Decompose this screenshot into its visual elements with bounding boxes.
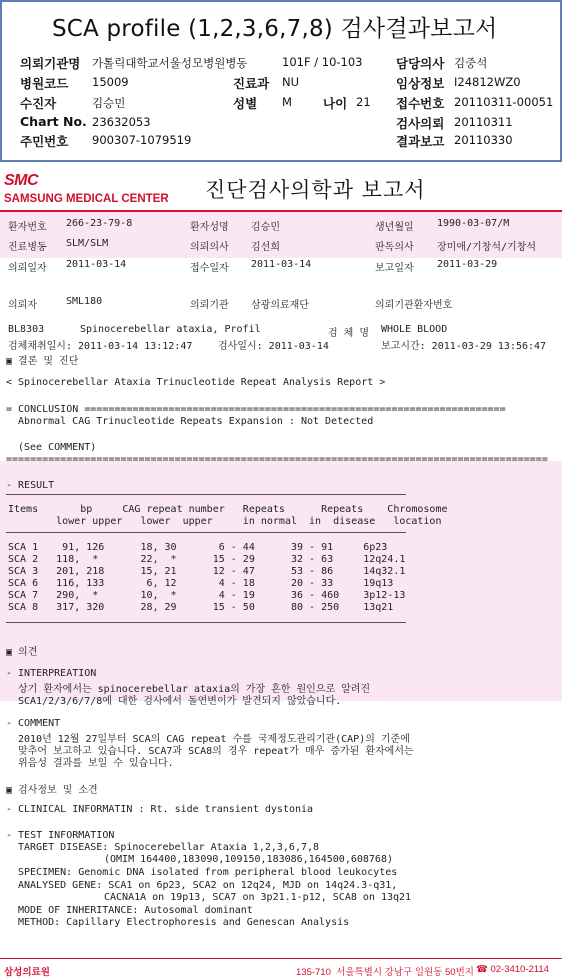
method: METHOD: Capillary Electrophoresis and Genescan Analysis xyxy=(18,917,350,928)
label-req-doctor: 의뢰의사 xyxy=(190,242,229,253)
test-date: 검사일시: 2011-03-14 xyxy=(218,341,329,352)
label-sex: 성별 xyxy=(233,96,258,111)
label-chart-no: Chart No. xyxy=(20,114,87,129)
interpretation-line-2: SCA1/2/3/6/7/8에 대한 검사에서 돌연변이가 발견되지 않았습니다. xyxy=(18,696,342,707)
label-report-date: 보고일자 xyxy=(375,263,414,274)
label-dob: 생년월일 xyxy=(375,222,414,233)
value-clinical-info: I24812WZ0 xyxy=(454,75,521,89)
value-age: 21 xyxy=(356,95,371,109)
table-row: SCA 6 116, 133 6, 12 4 - 18 20 - 33 19q13 xyxy=(8,578,394,589)
footer-brand: 삼성의료원 xyxy=(4,967,50,978)
value-sex: M xyxy=(282,95,292,109)
label-department: 진료과 xyxy=(233,76,270,91)
value-req-date: 2011-03-14 xyxy=(66,259,127,270)
inheritance-mode: MODE OF INHERITANCE: Autosomal dominant xyxy=(18,905,253,916)
label-clinical-info: 임상정보 xyxy=(396,76,445,91)
value-requesting-inst: 가톨릭대학교서울성모병원병동 xyxy=(92,56,248,70)
clinical-info: - CLINICAL INFORMATIN : Rt. side transient dystonia xyxy=(6,804,314,815)
value-patient-no: 266-23-79-8 xyxy=(66,218,133,229)
center-name: SAMSUNG MEDICAL CENTER xyxy=(4,193,169,205)
table-row: SCA 3 201, 218 15, 21 12 - 47 53 - 86 14q32.1 xyxy=(8,566,406,577)
label-requesting-inst: 의뢰기관명 xyxy=(20,56,81,71)
label-reading-doctor: 판독의사 xyxy=(375,242,414,253)
value-ward: SLM/SLM xyxy=(66,238,109,249)
footer-address: 135-710 서울특별시 강남구 일원동 50번지 xyxy=(296,967,474,978)
value-resident-no: 900307-1079519 xyxy=(92,133,192,147)
label-physician: 담당의사 xyxy=(396,56,445,71)
footer-phone: ☎ 02-3410-2114 xyxy=(476,964,549,975)
analysis-heading: < Spinocerebellar Ataxia Trinucleotide Repeat Analysis Report > xyxy=(6,377,386,388)
table-row: SCA 8 317, 320 28, 29 15 - 50 80 - 250 13q21 xyxy=(8,602,394,613)
value-specimen: WHOLE BLOOD xyxy=(381,324,448,335)
label-patient-name: 환자성명 xyxy=(190,222,229,233)
test-code: BL8303 xyxy=(8,324,45,335)
value-hospital-code: 15009 xyxy=(92,75,129,89)
footer-rule xyxy=(0,958,562,959)
value-physician: 김중석 xyxy=(454,56,488,70)
value-result-report: 20110330 xyxy=(454,133,513,147)
analysed-gene-1: ANALYSED GENE: SCA1 on 6p23, SCA2 on 12q24, MJD on 14q24.3-q31, xyxy=(18,880,398,891)
comment-line-3: 위음성 결과를 보일 수 있습니다. xyxy=(18,758,174,769)
value-req-inst: 삼광의료재단 xyxy=(251,300,309,311)
value-test-request: 20110311 xyxy=(454,115,513,129)
report-title: 진단검사의학과 보고서 xyxy=(205,178,426,202)
label-req-date: 의뢰일자 xyxy=(8,263,47,274)
label-test-request: 검사의뢰 xyxy=(396,116,445,131)
conclusion-heading: = CONCLUSION ====================================================================== xyxy=(6,404,506,415)
table-row: SCA 1 91, 126 18, 30 6 - 44 39 - 91 6p23 xyxy=(8,542,388,553)
value-req-doctor: 김선희 xyxy=(251,242,280,253)
table-bottom-rule xyxy=(6,622,406,623)
label-receipt-no: 접수번호 xyxy=(396,96,445,111)
value-patient-name: 김승민 xyxy=(251,222,280,233)
report-time: 보고시간: 2011-03-29 13:56:47 xyxy=(381,341,547,352)
conclusion-text: Abnormal CAG Trinucleotide Repeats Expansion : Not Detected xyxy=(18,416,374,427)
smc-logo: SMC xyxy=(4,172,39,189)
value-ward-room: 101F / 10-103 xyxy=(282,55,363,69)
label-inst-patient-no: 의뢰기관환자번호 xyxy=(375,300,453,311)
value-recv-date: 2011-03-14 xyxy=(251,259,312,270)
test-info-heading: - TEST INFORMATION xyxy=(6,830,115,841)
value-chart-no: 23632053 xyxy=(92,115,151,129)
label-result-report: 결과보고 xyxy=(396,134,445,149)
value-department: NU xyxy=(282,75,300,89)
collect-time: 검체채취일시: 2011-03-14 13:12:47 xyxy=(8,341,193,352)
value-dob: 1990-03-07/M xyxy=(437,218,510,229)
comment-line-2: 맞추어 보고하고 있습니다. SCA7과 SCA8의 경우 repeat가 매우 증가된 환자에서는 xyxy=(18,746,414,757)
label-requester: 의뢰자 xyxy=(8,300,37,311)
label-patient-no: 환자번호 xyxy=(8,222,47,233)
value-patient: 김승민 xyxy=(92,96,126,110)
table-header-1: Items bp CAG repeat number Repeats Repeats Chromosome xyxy=(8,504,448,515)
label-req-inst: 의뢰기관 xyxy=(190,300,229,311)
target-disease: TARGET DISEASE: Spinocerebellar Ataxia 1,2,3,6,7,8 xyxy=(18,842,320,853)
table-row: SCA 7 290, * 10, * 4 - 19 36 - 460 3p12-13 xyxy=(8,590,406,601)
interpretation-line-1: 상기 환자에서는 spinocerebellar ataxia의 가장 흔한 원인으로 알려진 xyxy=(18,684,371,695)
label-patient: 수진자 xyxy=(20,96,57,111)
value-report-date: 2011-03-29 xyxy=(437,259,498,270)
title-divider xyxy=(0,210,562,212)
section-opinion: ▣ 의견 xyxy=(6,647,38,658)
label-specimen: 검 체 명 xyxy=(328,328,370,339)
value-reading-doctor: 장미애/기창석/기창석 xyxy=(437,242,536,253)
table-row: SCA 2 118, * 22, * 15 - 29 32 - 63 12q24.1 xyxy=(8,554,406,565)
label-age: 나이 xyxy=(323,96,348,111)
table-top-rule xyxy=(6,494,406,495)
specimen-info: SPECIMEN: Genomic DNA isolated from peripheral blood leukocytes xyxy=(18,867,398,878)
test-name: Spinocerebellar ataxia, Profil xyxy=(80,324,261,335)
label-resident-no: 주민번호 xyxy=(20,134,69,149)
value-receipt-no: 20110311-00051 xyxy=(454,95,554,109)
comment-line-1: 2010년 12월 27일부터 SCA의 CAG repeat 수를 국제정도관리기관(CAP)의 기준에 xyxy=(18,734,410,745)
label-hospital-code: 병원코드 xyxy=(20,76,69,91)
interpretation-heading: - INTERPREATION xyxy=(6,668,97,679)
result-heading: - RESULT xyxy=(6,480,55,491)
analysed-gene-2: CACNA1A on 19p13, SCA7 on 3p21.1-p12, SCA8 on 13q21 xyxy=(104,892,412,903)
see-comment: (See COMMENT) xyxy=(18,442,97,453)
value-requester: SML180 xyxy=(66,296,103,307)
section-test-info: ▣ 검사정보 및 소견 xyxy=(6,785,98,796)
table-header-rule xyxy=(6,532,406,533)
section-conclusion: ▣ 결론 및 진단 xyxy=(6,356,79,367)
omim-list: (OMIM 164400,183090,109150,183086,164500,608768) xyxy=(104,854,393,865)
page-title: SCA profile (1,2,3,6,7,8) 검사결과보고서 xyxy=(52,16,498,42)
table-header-2: lower upper lower upper in normal in disease location xyxy=(8,516,442,527)
double-rule: ========================================================================================== xyxy=(6,454,548,465)
comment-heading: - COMMENT xyxy=(6,718,61,729)
label-ward: 진료병동 xyxy=(8,242,47,253)
label-recv-date: 접수일자 xyxy=(190,263,229,274)
